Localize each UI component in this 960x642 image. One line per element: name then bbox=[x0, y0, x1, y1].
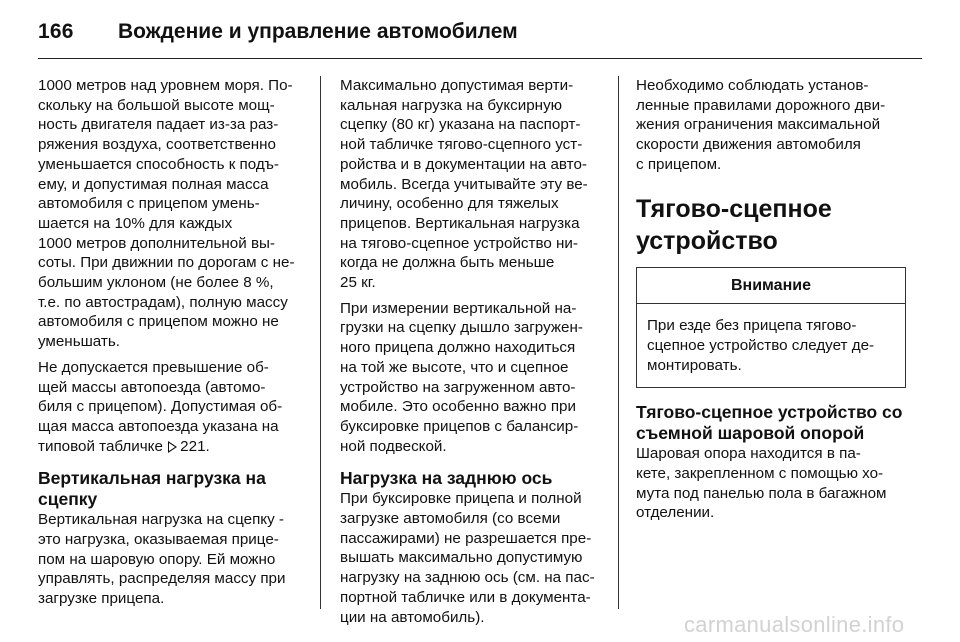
heading-line: сцепку bbox=[38, 489, 98, 510]
text-line: ряжения воздуха, соответственно bbox=[38, 136, 277, 154]
text-line: автомобиля с прицепом умень- bbox=[38, 195, 260, 213]
page-title: Вождение и управление автомобилем bbox=[118, 20, 518, 43]
column-2 bbox=[340, 76, 606, 633]
page-reference-icon bbox=[169, 442, 177, 452]
column-3 bbox=[636, 76, 906, 529]
text-line: монтировать. bbox=[647, 356, 742, 374]
text-line: ной табличке тягово-сцепного уст- bbox=[340, 136, 583, 154]
text-line: это нагрузка, оказываемая прице- bbox=[38, 531, 279, 549]
text-line: пассажирами) не разрешается пре- bbox=[340, 529, 592, 547]
text-line: Необходимо соблюдать установ- bbox=[636, 77, 869, 94]
page-number: 166 bbox=[38, 20, 74, 43]
heading-line: Вертикальная нагрузка на bbox=[38, 468, 266, 489]
text-line: автомобиля с прицепом можно не bbox=[38, 313, 279, 331]
text-line: мобиль. Всегда учитывайте эту ве- bbox=[340, 175, 588, 193]
text-line: загрузке прицепа. bbox=[38, 590, 165, 608]
warning-text bbox=[637, 304, 905, 387]
text-line: 1000 метров над уровнем моря. По- bbox=[38, 77, 293, 94]
text-line: кальная нагрузка на буксирную bbox=[340, 96, 563, 114]
text-line: прицепов. Вертикальная нагрузка bbox=[340, 214, 580, 232]
text-line: вышать максимально допустимую bbox=[340, 549, 583, 567]
text-line: личину, особенно для тяжелых bbox=[340, 195, 559, 213]
page-reference[interactable]: 221. bbox=[180, 437, 210, 455]
text-line: При езде без прицепа тягово- bbox=[647, 317, 857, 335]
text-line: ленные правилами дорожного дви- bbox=[636, 96, 886, 114]
paragraph-ball-storage bbox=[636, 444, 906, 523]
text-line: буксировке прицепов с балансир- bbox=[340, 417, 579, 435]
text-line: щей массы автопоезда (автомо- bbox=[38, 378, 266, 396]
text-line: При буксировке прицепа и полной bbox=[340, 490, 582, 508]
text-line: большим уклоном (не более 8 %, bbox=[38, 274, 274, 292]
text-line: уменьшается способность к подъ- bbox=[38, 155, 279, 173]
text-line: ной подвеской. bbox=[340, 437, 447, 455]
text-line: 25 кг. bbox=[340, 274, 376, 292]
text-line-with-reference bbox=[38, 437, 304, 457]
text-line: мута под панелью пола в багажном bbox=[636, 484, 887, 502]
text-line: ему, и допустимая полная масса bbox=[38, 175, 269, 193]
text-line: т.е. по автострадам), полную массу bbox=[38, 293, 288, 311]
section-heading-removable-ball bbox=[636, 402, 906, 444]
section-heading-vertical-load bbox=[38, 468, 304, 510]
text-line: на той же высоте, что и сцепное bbox=[340, 358, 569, 376]
text-line: управлять, распределяя массу при bbox=[38, 570, 286, 588]
paragraph-rear-axle bbox=[340, 489, 606, 627]
text-line: жения ограничения максимальной bbox=[636, 116, 881, 134]
text-line: 1000 метров дополнительной вы- bbox=[38, 234, 275, 252]
text-fragment: типовой табличке bbox=[38, 437, 163, 455]
warning-title: Внимание bbox=[637, 268, 905, 305]
text-line: когда не должна быть меньше bbox=[340, 254, 555, 272]
text-line: Не допускается превышение об- bbox=[38, 358, 269, 376]
watermark: carmanualsonline.info bbox=[684, 612, 905, 637]
heading-line: Тягово-сцепное устройство со bbox=[636, 402, 903, 423]
text-line: биля с прицепом). Допустимая об- bbox=[38, 398, 283, 416]
text-line: сцепное устройство следует де- bbox=[647, 336, 875, 354]
page-header bbox=[38, 0, 922, 59]
text-line: сцепку (80 кг) указана на паспорт- bbox=[340, 116, 581, 134]
paragraph-altitude bbox=[38, 76, 304, 352]
text-line: щая масса автопоезда указана на bbox=[38, 417, 279, 435]
text-line: мобиле. Это особенно важно при bbox=[340, 398, 576, 416]
heading-line: Тягово-сцепное bbox=[636, 194, 832, 223]
text-line: с прицепом. bbox=[636, 155, 722, 173]
heading-line: устройство bbox=[636, 226, 778, 255]
warning-box bbox=[636, 267, 906, 389]
text-line: уменьшать. bbox=[38, 333, 120, 351]
text-line: ного прицепа должно находиться bbox=[340, 339, 576, 357]
text-line: Шаровая опора находится в па- bbox=[636, 445, 861, 463]
paragraph-measurement bbox=[340, 299, 606, 457]
text-line: При измерении вертикальной на- bbox=[340, 299, 577, 317]
text-line: ции на автомобиль). bbox=[340, 608, 485, 626]
paragraph-speed-limits bbox=[636, 76, 906, 175]
chapter-heading-tow-hitch bbox=[636, 193, 906, 257]
text-line: Вертикальная нагрузка на сцепку - bbox=[38, 511, 284, 529]
text-line: отделении. bbox=[636, 504, 715, 522]
text-line: загрузке автомобиля (со всеми bbox=[340, 510, 561, 528]
text-line: кете, закрепленном с помощью хо- bbox=[636, 465, 884, 483]
column-divider-1 bbox=[320, 76, 321, 609]
text-line: скольку на большой высоте мощ- bbox=[38, 96, 275, 114]
text-line: скорости движения автомобиля bbox=[636, 136, 861, 154]
text-line: соты. При движнии по дорогам с не- bbox=[38, 254, 295, 272]
paragraph-total-mass bbox=[38, 358, 304, 457]
text-line: ность двигателя падает из-за раз- bbox=[38, 116, 279, 134]
text-line: грузки на сцепку дышло загружен- bbox=[340, 319, 583, 337]
column-divider-2 bbox=[618, 76, 619, 609]
heading-line: съемной шаровой опорой bbox=[636, 423, 865, 444]
text-line: ройства и в документации на авто- bbox=[340, 155, 587, 173]
text-line: пом на шаровую опору. Ей можно bbox=[38, 550, 276, 568]
paragraph-vertical-load bbox=[38, 510, 304, 609]
text-line: шается на 10% для каждых bbox=[38, 214, 233, 232]
paragraph-max-vertical-load bbox=[340, 76, 606, 293]
text-line: устройство на загруженном авто- bbox=[340, 378, 576, 396]
text-line: на тягово-сцепное устройство ни- bbox=[340, 234, 578, 252]
text-line: нагрузку на заднюю ось (см. на пас- bbox=[340, 569, 595, 587]
section-heading-rear-axle: Нагрузка на заднюю ось bbox=[340, 468, 553, 489]
text-line: портной табличке или в документа- bbox=[340, 588, 591, 606]
column-1 bbox=[38, 76, 304, 615]
text-line: Максимально допустимая верти- bbox=[340, 77, 574, 94]
